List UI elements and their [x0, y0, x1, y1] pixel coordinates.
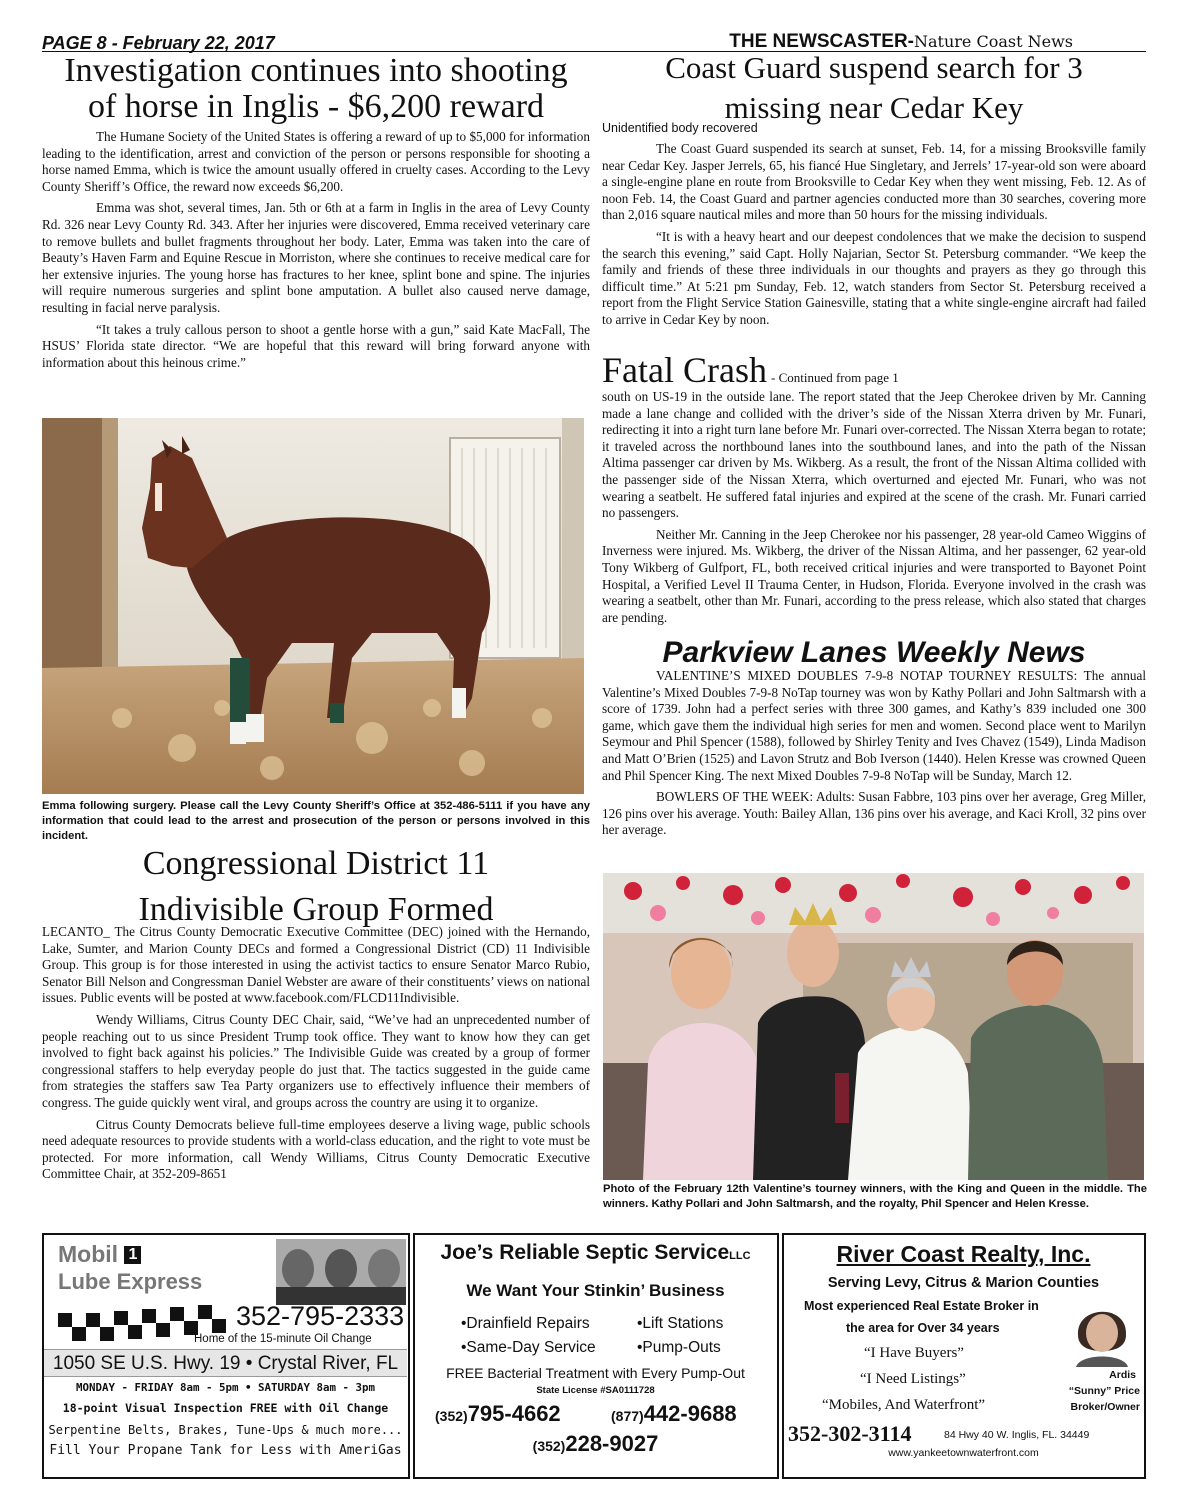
mobil-lube-ad	[42, 1233, 410, 1479]
cd11-article	[42, 845, 590, 929]
fatal-crash-heading	[602, 350, 1146, 390]
realty-phone: 352-302-3114	[788, 1421, 912, 1446]
parkview-body	[602, 668, 1146, 839]
parkview-paragraph: BOWLERS OF THE WEEK: Adults: Susan Fabbre, 103 pins over her average, Greg Miller, 126 pins over his average. Youth: Bailey Allan, 136 pins over his average, and Kaci Kroll, 32 pins over her average.	[602, 789, 1146, 838]
cd11-paragraph: LECANTO_ The Citrus County Democratic Executive Committee (DEC) joined with the Hernando, Lake, Sumter, and Marion County DECs and formed a Congressional District (CD) 11 Indivisible Group. This group is for those interested in using the activist tactics to ensure Senator Marco Rubio, Senator Bill Nelson and Congressman Daniel Webster are aware of their constituents’ views on national issues. Public events will be posted at www.facebook.com/FLCD11Indivisible.	[42, 924, 590, 1006]
septic-service-same-day: •Same-Day Service	[461, 1339, 596, 1356]
horse-paragraph: The Humane Society of the United States is offering a reward of up to $5,000 for information leading to the identification, arrest and conviction of the person or persons responsible for shooting a horse named Emma, which is twice the amount usually offered in cruelty cases. According to the Levy County Sheriff’s Office, the reward now exceeds $6,200.	[42, 129, 590, 194]
cd11-headline-line-2: Indivisible Group Formed	[138, 891, 494, 928]
cd11-paragraph: Wendy Williams, Citrus County DEC Chair, said, “We’ve had an unprecedented number of people reaching out to us since President Trump took office. They want to know how they can get involved to fight back against his policies.” The Indivisible Guide was created by a group of former congressional staffers to help everyday people do just that. The tactics suggested in the guide came from strategies the staffers saw Tea Party organizers use to effectively influence their members of congress. The guide quickly went viral, and groups across the country are using it to organize.	[42, 1011, 590, 1110]
mobil-propane: Fill Your Propane Tank for Less with AmeriGas	[49, 1443, 402, 1458]
fatal-crash-headline: Fatal Crash	[602, 350, 767, 390]
realty-experience-line-1: Most experienced Real Estate Broker in	[804, 1299, 1039, 1313]
fatal-crash-paragraph: Neither Mr. Canning in the Jeep Cherokee nor his passenger, 28 year-old Cameo Wiggins of Inverness were injured. Ms. Wikberg, the driver of the Nissan Altima, and her passenger, 62 year-old Tony Wikberg of Gulfport, FL, both received critical injuries and were transported to Bayonet Point Hospital, a Verified Level II Trauma Center, in Hudson, Florida. Everyone involved in the crash was wearing a seatbelt, other than Mr. Funari, according to the press release, which also stated that charges are pending.	[602, 526, 1146, 625]
septic-title-text: Joe’s Reliable Septic Service	[440, 1241, 730, 1264]
septic-slogan: We Want Your Stinkin’ Business	[466, 1281, 725, 1300]
horse-headline-line-1: Investigation continues into shooting	[64, 52, 568, 89]
fatal-crash-paragraph: south on US-19 in the outside lane. The report stated that the Jeep Cherokee driven by Mr. Canning made a lane change and collided with the driver’s side of the Nissan Xterra driven by Mr. Funari, redirecting it into a right turn lane before Mr. Funari over-corrected. The Nissan Xterra began to rotate; it traveled across the northbound lanes into the southbound lanes, and into the path of the Nissan Altima passenger car driven by Ms. Wikberg. As a result, the front of the Nissan Altima collided with the passenger side of the Nissan Xterra, which overturned and ejected Mr. Funari, who was not wearing a seatbelt. He suffered fatal injuries and expired at the scene of the crash. Mr. Funari carried no passengers.	[602, 389, 1146, 521]
realty-quote-listings: “I Need Listings”	[860, 1371, 966, 1387]
coast-guard-headline-line-2: missing near Cedar Key	[724, 90, 1024, 125]
bowling-winners-photo	[603, 873, 1144, 1180]
realty-title: River Coast Realty, Inc.	[836, 1241, 1091, 1267]
realty-ad	[782, 1233, 1146, 1479]
horse-paragraph: Emma was shot, several times, Jan. 5th or 6th at a farm in Inglis in the area of Levy County Rd. 326 near Levy County Rd. 343. After her injuries were discovered, Emma received veterinary care to remove bullets and bullet fragments throughout her body. Later, Emma was taken into the care of Beauty’s Haven Farm and Equine Rescue in Morriston, where she continues to receive medical care for her extensive injuries. The young horse has fractures to her knee, splint bone and spine. The injuries will require numerous surgeries and splint bone amputation. A bullet also caused nerve damage, resulting in facial nerve paralysis.	[42, 200, 590, 315]
septic-service-pump-outs: •Pump-Outs	[637, 1339, 721, 1356]
mobil-hours: MONDAY - FRIDAY 8am - 5pm • SATURDAY 8am - 3pm	[75, 1381, 375, 1394]
mobil-tagline: Home of the 15-minute Oil Change	[194, 1333, 372, 1345]
masthead-title: THE NEWSCASTER-	[729, 31, 914, 52]
cd11-article-body	[42, 924, 590, 1183]
broker-portrait	[1068, 1295, 1136, 1367]
septic-phone-3-area: (352)	[532, 1438, 566, 1454]
septic-service-lift: •Lift Stations	[637, 1315, 724, 1332]
septic-phone-2-area: (877)	[611, 1408, 644, 1424]
coast-guard-paragraph: “It is with a heavy heart and our deepest condolences that we make the decision to suspend the search this evening,” said Capt. Holly Najarian, Sector St. Petersburg commander. “We keep the family and friends of these three individuals in our thoughts and prayers as they go through this difficult time.” At 5:21 pm Sunday, Feb. 12, watch standers from Sector St. Petersburg received a report from the Flight Service Station Gainesville, stating that a white single-engine aircraft had failed to arrive in Cedar Key by noon.	[602, 228, 1146, 327]
septic-license: State License #SA0111728	[536, 1385, 655, 1396]
coast-guard-headline-line-1: Coast Guard suspend search for 3	[665, 50, 1083, 85]
horse-photo-caption: Emma following surgery. Please call the Levy County Sheriff’s Office at 352-486-5111 if you have any information that could lead to the arrest and prosecution of the person or persons involved in this incident.	[42, 800, 590, 842]
septic-phone-3	[415, 1431, 776, 1457]
horse-article	[42, 52, 590, 126]
coast-guard-subhead: Unidentified body recovered	[602, 121, 758, 135]
coast-guard-body	[602, 141, 1146, 329]
broker-name-nick: “Sunny” Price	[1068, 1385, 1140, 1397]
mobil-inspection: 18-point Visual Inspection FREE with Oil Change	[62, 1401, 389, 1415]
realty-quote-buyers: “I Have Buyers”	[864, 1345, 964, 1361]
page-number-date: PAGE 8 - February 22, 2017	[42, 33, 275, 53]
broker-name-first: Ardis	[1109, 1369, 1136, 1381]
horse-article-body	[42, 129, 590, 371]
septic-phone-1	[435, 1401, 561, 1427]
bowling-photo-caption: Photo of the February 12th Valentine’s tourney winners, with the King and Queen in the middle. The winners. Kathy Pollari and John Saltmarsh, and the royalty, Phil Spencer and Helen Kresse.	[603, 1183, 1147, 1210]
septic-phone-1-area: (352)	[435, 1408, 468, 1424]
realty-address: 84 Hwy 40 W. Inglis, FL. 34449	[944, 1429, 1090, 1441]
septic-service-ad	[413, 1233, 779, 1479]
parkview-paragraph: VALENTINE’S MIXED DOUBLES 7-9-8 NOTAP TOURNEY RESULTS: The annual Valentine’s Mixed Doubles 7-9-8 NoTap tourney was won by Kathy Pollari and John Saltmarsh with a score of 1739. John had a perfect series with three 300 games, and Kathy’s 839 included one 300 game, which gave them the individual high series for men and women. Second place went to Marilyn Seymour and Phil Spencer (1588), followed by Shirley Tenity and Ives Chavez (1549), Linda Madison and Matt O’Brien (1525) and Lavon Strutz and Bob Iverson (1440). Helen Kresse was crowned Queen and Phil Spencer King. The next Mixed Doubles 7-9-8 NoTap will be Sunday, March 12.	[602, 668, 1146, 783]
mobil-phone: 352-795-2333	[236, 1301, 405, 1331]
broker-title: Broker/Owner	[1070, 1401, 1140, 1413]
realty-experience-line-2: the area for Over 34 years	[846, 1321, 1000, 1335]
realty-serving: Serving Levy, Citrus & Marion Counties	[827, 1275, 1100, 1291]
septic-free-offer: FREE Bacterial Treatment with Every Pump-Out	[446, 1365, 745, 1381]
lube-express-logo: Lube Express	[58, 1269, 203, 1294]
septic-phone-1-number: 795-4662	[467, 1401, 561, 1426]
cd11-headline-line-1: Congressional District 11	[142, 845, 490, 882]
cd11-paragraph: Citrus County Democrats believe full-time employees deserve a living wage, public schools need adequate resources to provide students with a world-class education, and the right to vote must be protected. For more information, call Wendy Williams, Citrus County Democratic Executive Committee Chair, at 352-209-8651	[42, 1116, 590, 1182]
mobil-address: 1050 SE U.S. Hwy. 19 • Crystal River, FL	[44, 1349, 407, 1377]
horse-paragraph: “It takes a truly callous person to shoot a gentle horse with a gun,” said Kate MacFall, The HSUS’ Florida state director. “We are hopeful that this reward will bring forward anyone with information about this heinous crime.”	[42, 321, 590, 370]
realty-website: www.yankeetownwaterfront.com	[888, 1447, 1039, 1459]
coast-guard-article	[602, 50, 1146, 125]
coast-guard-paragraph: The Coast Guard suspended its search at sunset, Feb. 14, for a missing Brooksville family near Cedar Key. Jasper Jerrels, 65, his fiancé Hue Singletary, and Jerrels’ 17-year-old son were aboard a single-engine plane en route from Brooksville to Cedar Key when they went missing, Feb. 12. As of noon Feb. 14, the Coast Guard and partner agencies conducted more than 30 searches, covering more than 2,016 square nautical miles and more than 50 hours for the missing individuals.	[602, 141, 1146, 223]
mobil-logo	[58, 1241, 141, 1268]
septic-title	[415, 1241, 776, 1265]
septic-service-drainfield: •Drainfield Repairs	[461, 1315, 590, 1332]
septic-phone-3-number: 228-9027	[565, 1431, 659, 1456]
septic-phone-2	[611, 1401, 737, 1427]
mobil-services: Serpentine Belts, Brakes, Tune-Ups & much more...	[48, 1423, 403, 1437]
staff-photos	[276, 1239, 406, 1305]
parkview-headline: Parkview Lanes Weekly News	[662, 636, 1086, 669]
masthead-subtitle: Nature Coast News	[914, 32, 1073, 51]
fatal-crash-continued: - Continued from page 1	[770, 370, 899, 385]
septic-llc: LLC	[729, 1250, 751, 1262]
mobil-logo-word: Mobil	[58, 1241, 119, 1267]
horse-photo	[42, 418, 584, 794]
realty-quote-mobiles: “Mobiles, And Waterfront”	[822, 1397, 986, 1413]
mobil-logo-number: 1	[124, 1246, 141, 1264]
horse-headline-line-2: of horse in Inglis - $6,200 reward	[87, 88, 545, 125]
septic-phone-2-number: 442-9688	[643, 1401, 737, 1426]
fatal-crash-body	[602, 389, 1146, 626]
